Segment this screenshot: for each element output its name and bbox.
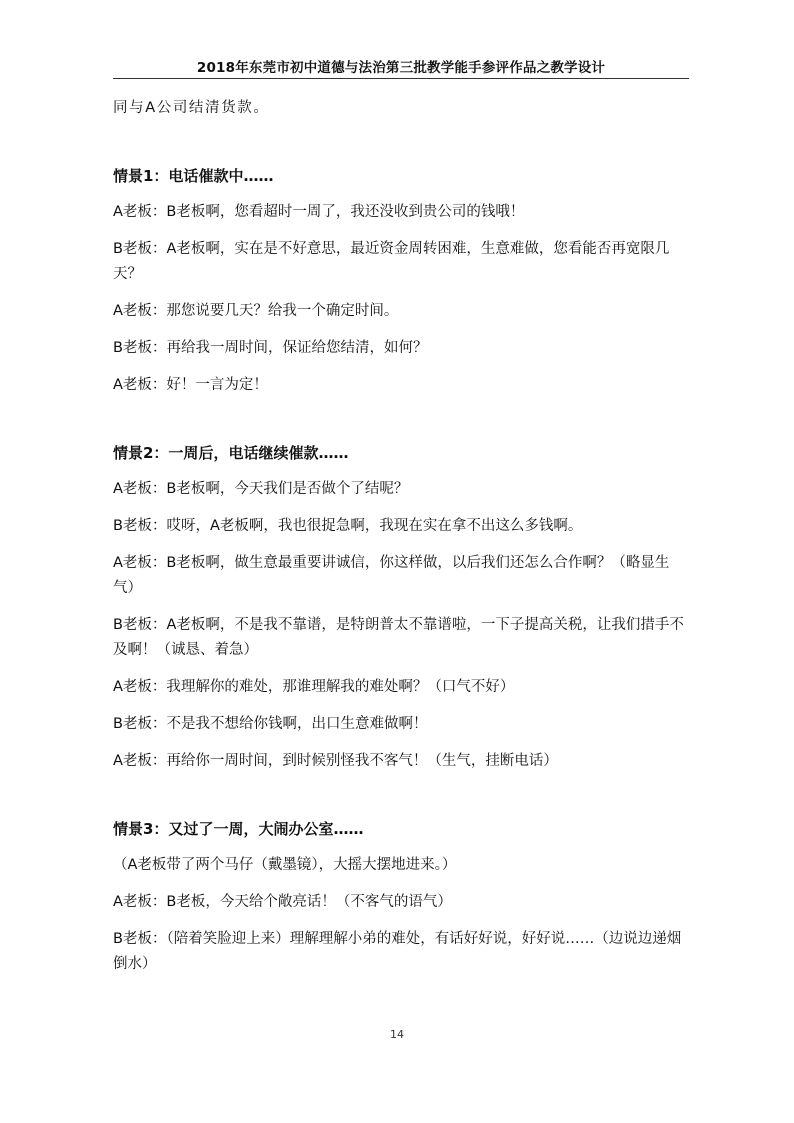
document-body — [113, 96, 691, 989]
dialogue-line: B老板：A老板啊，实在是不好意思，最近资金周转困难，生意难做，您看能否再宽限几天？ — [113, 241, 670, 282]
page-header-title: 2018年东莞市初中道德与法治第三批教学能手参评作品之教学设计 — [196, 60, 606, 76]
dialogue-line: A老板：B老板啊，做生意最重要讲诚信，你这样做，以后我们还怎么合作啊？（略显生气） — [113, 555, 670, 596]
dialogue-line: B老板：不是我不想给你钱啊，出口生意难做啊！ — [113, 716, 428, 732]
scene-2-heading: 情景2：一周后，电话继续催款…… — [113, 444, 349, 462]
dialogue-line: A老板：那您说要几天？给我一个确定时间。 — [113, 303, 399, 319]
dialogue-line: A老板：B老板啊，今天我们是否做个了结呢？ — [113, 481, 409, 497]
dialogue-line: B老板：（陪着笑脸迎上来）理解理解小弟的难处，有话好好说，好好说……（边说边递烟倒水） — [113, 931, 682, 972]
dialogue-line: A老板：再给你一周时间，到时候别怪我不客气！（生气，挂断电话） — [113, 753, 558, 769]
dialogue-line: A老板：我理解你的难处，那谁理解我的难处啊？（口气不好） — [113, 679, 515, 695]
scene-1-heading: 情景1：电话催款中…… — [113, 167, 274, 185]
header-divider — [113, 78, 689, 79]
scene-3-heading: 情景3：又过了一周，大闹办公室…… — [113, 820, 364, 838]
intro-paragraph: 同与A公司结清货款。 — [113, 100, 270, 116]
stage-direction: （A老板带了两个马仔（戴墨镜），大摇大摆地进来。） — [113, 857, 457, 873]
dialogue-line: B老板：A老板啊，不是我不靠谱，是特朗普太不靠谱啦，一下子提高关税，让我们措手不及啊！（诚恳、着急） — [113, 617, 684, 658]
dialogue-line: B老板：再给我一周时间，保证给您结清，如何？ — [113, 340, 428, 356]
dialogue-line: A老板：B老板啊，您看超时一周了，我还没收到贵公司的钱哦！ — [113, 204, 525, 220]
dialogue-line: B老板：哎呀，A老板啊，我也很捉急啊，我现在实在拿不出这么多钱啊。 — [113, 518, 583, 534]
dialogue-line: A老板：B老板，今天给个敞亮话！（不客气的语气） — [113, 894, 452, 910]
page-number: 14 — [390, 1028, 404, 1041]
dialogue-line: A老板：好！一言为定！ — [113, 377, 268, 393]
